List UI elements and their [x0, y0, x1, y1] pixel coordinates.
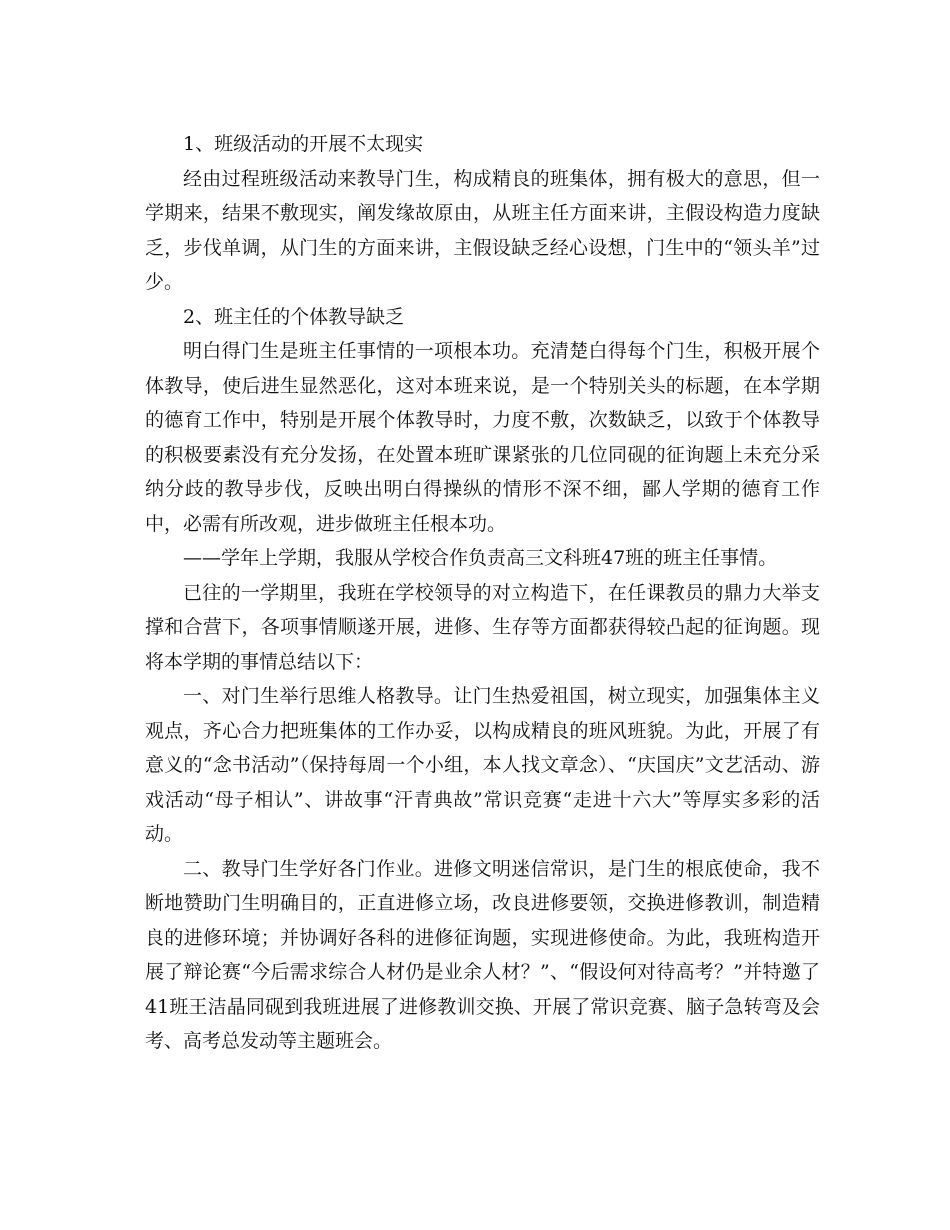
section-heading-activities: 1、班级活动的开展不太现实	[183, 133, 424, 155]
paragraph-individual-guidance: 明白得门生是班主任事情的一项根本功。充清楚白得每个门生，积极开展个体教导，使后进生显然恶化，这对本班来说，是一个特别关头的标题，在本学期的德育工作中，特别是开展个体教导时，力度不敷，次数缺乏，以致于个体教导的积极要素没有充分发扬，在处置本班旷课紧张的几位同砚的征询题上未充分采纳分歧的教导步伐，反映出明白得操纵的情形不深不细，鄙人学期的德育工作中，必需有所改观，进步做班主任根本功。	[145, 340, 820, 535]
paragraph-summary: 已往的一学期里，我班在学校领导的对立构造下，在任课教员的鼎力大举支撑和合营下，各项事情顺遂开展，进修、生存等方面都获得较凸起的征询题。现将本学期的事情总结以下：	[145, 581, 820, 673]
paragraph-study-guidance: 二、教导门生学好各门作业。进修文明迷信常识，是门生的根底使命，我不断地赞助门生明确目的，正直进修立场，改良进修要领，交换进修教训，制造精良的进修环境；并协调好各科的进修征询题，实现进修使命。为此，我班构造开展了辩论赛“今后需求综合人材仍是业余人材？”、“假设何对待高考？”并特邀了41班王洁晶同砚到我班进展了进修教训交换、开展了常识竞赛、脑子急转弯及会考、高考总发动等主题班会。	[145, 857, 820, 1052]
section-heading-individual-guidance: 2、班主任的个体教导缺乏	[183, 305, 405, 328]
paragraph-moral-education: 一、对门生举行思维人格教导。让门生热爱祖国，树立现实，加强集体主义观点，齐心合力把班集体的工作办妥，以构成精良的班风班貌。为此，开展了有意义的“念书活动”（保持每周一个小组，本人找文章念）、“庆国庆”文艺活动、游戏活动“母子相认”、讲故事“汗青典故”常识竞赛“走进十六大”等厚实多彩的活动。	[145, 685, 820, 845]
paragraph-intro: ——学年上学期，我服从学校合作负责高三文科班47班的班主任事情。	[183, 547, 778, 569]
paragraph-activities: 经由过程班级活动来教导门生，构成精良的班集体，拥有极大的意思，但一学期来，结果不敷现实，阐发缘故原由，从班主任方面来讲，主假设构造力度缺乏，步伐单调，从门生的方面来讲，主假设缺乏经心设想，门生中的“领头羊”过少。	[145, 167, 820, 293]
document-body	[145, 127, 820, 1059]
